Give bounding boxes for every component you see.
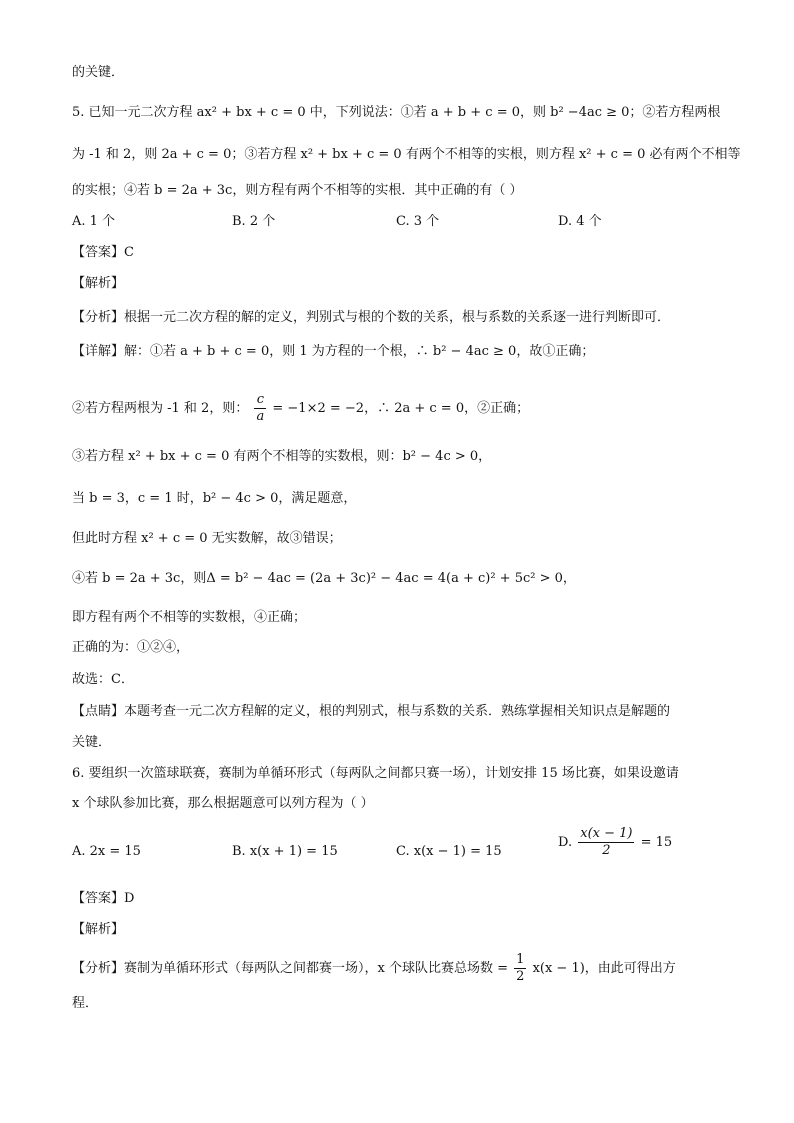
- step-4b: 即方程有两个不相等的实数根，④正确；: [72, 610, 307, 625]
- option-d: D. 4 个: [558, 214, 602, 229]
- analysis-6-prefix: 【分析】赛制为单循环形式（每两队之间都赛一场），x 个球队比赛总场数 =: [72, 961, 508, 976]
- analysis-text-6: [72, 952, 732, 985]
- detail-text: 【详解】解：①若 a + b + c = 0，则 1 为方程的一个根，∴ b² − 4ac ≥ 0，故①正确；: [72, 344, 595, 359]
- choice-text: 故选：C．: [72, 672, 134, 687]
- option-b: B. 2 个: [232, 214, 276, 229]
- question-5-text: 5. 已知一元二次方程 ax² + bx + c = 0 中，下列说法：①若 a + b + c = 0，则 b² −4ac ≥ 0；②若方程两根: [72, 105, 721, 120]
- step-2-prefix: ②若方程两根为 -1 和 2，则：: [72, 401, 249, 416]
- question-6-text: x 个球队参加比赛，那么根据题意可以列方程为（ ）: [72, 796, 374, 811]
- fraction-denominator: a: [256, 409, 265, 424]
- step-2: [72, 392, 732, 425]
- analysis-heading: 【解析】: [72, 276, 125, 291]
- step-2-suffix: = −1×2 = −2，∴ 2a + c = 0，②正确；: [272, 401, 530, 416]
- question-5-text: 的实根；④若 b = 2a + 3c，则方程有两个不相等的实根．其中正确的有（ ）: [72, 183, 523, 198]
- q6-option-a: A. 2x = 15: [72, 844, 141, 859]
- analysis-text-6b: 程．: [72, 996, 99, 1011]
- fraction-c-over-a: [254, 392, 266, 425]
- fraction-x-expression: [578, 826, 634, 859]
- answer-label: 【答案】D: [72, 891, 135, 906]
- step-3b: 当 b = 3，c = 1 时，b² − 4c > 0，满足题意，: [72, 491, 357, 506]
- fraction-denominator: 2: [516, 969, 525, 984]
- fraction-numerator: 1: [516, 952, 525, 967]
- answer-label: 【答案】C: [72, 245, 134, 260]
- fraction-numerator: c: [254, 392, 266, 409]
- q6-option-c: C. x(x − 1) = 15: [396, 844, 502, 859]
- q6-option-d: [558, 826, 672, 859]
- q6-option-d-suffix: = 15: [640, 835, 673, 850]
- comment-text: 【点睛】本题考查一元二次方程解的定义，根的判别式，根与系数的关系．熟练掌握相关知识点是解题的: [72, 704, 671, 719]
- analysis-heading: 【解析】: [72, 922, 125, 937]
- fraction-denominator: 2: [602, 843, 611, 858]
- step-3c: 但此时方程 x² + c = 0 无实数解，故③错误；: [72, 531, 342, 546]
- comment-text: 关键．: [72, 735, 112, 750]
- analysis-text: 【分析】根据一元二次方程的解的定义，判别式与根的个数的关系，根与系数的关系逐一进行判断即可．: [72, 310, 671, 325]
- question-5-text: 为 -1 和 2，则 2a + c = 0；③若方程 x² + bx + c = 0 有两个不相等的实根，则方程 x² + c = 0 必有两个不相等: [72, 147, 741, 162]
- option-a: A. 1 个: [72, 214, 116, 229]
- correct-list: 正确的为：①②④，: [72, 640, 190, 655]
- option-c: C. 3 个: [396, 214, 440, 229]
- fraction-one-half: [514, 952, 526, 985]
- text-line: 的关键．: [72, 65, 125, 80]
- step-4: ④若 b = 2a + 3c，则Δ = b² − 4ac = (2a + 3c)² − 4ac = 4(a + c)² + 5c² > 0，: [72, 571, 576, 586]
- q6-option-d-label: D.: [558, 835, 573, 850]
- fraction-numerator: x(x − 1): [580, 826, 633, 841]
- question-6-text: 6. 要组织一次篮球联赛，赛制为单循环形式（每两队之间都只赛一场），计划安排 15 场比赛，如果设邀请: [72, 766, 679, 781]
- q6-option-b: B. x(x + 1) = 15: [232, 844, 338, 859]
- step-3: ③若方程 x² + bx + c = 0 有两个不相等的实数根，则：b² − 4c > 0，: [72, 449, 492, 464]
- analysis-6-suffix: x(x − 1)，由此可得出方: [532, 961, 676, 976]
